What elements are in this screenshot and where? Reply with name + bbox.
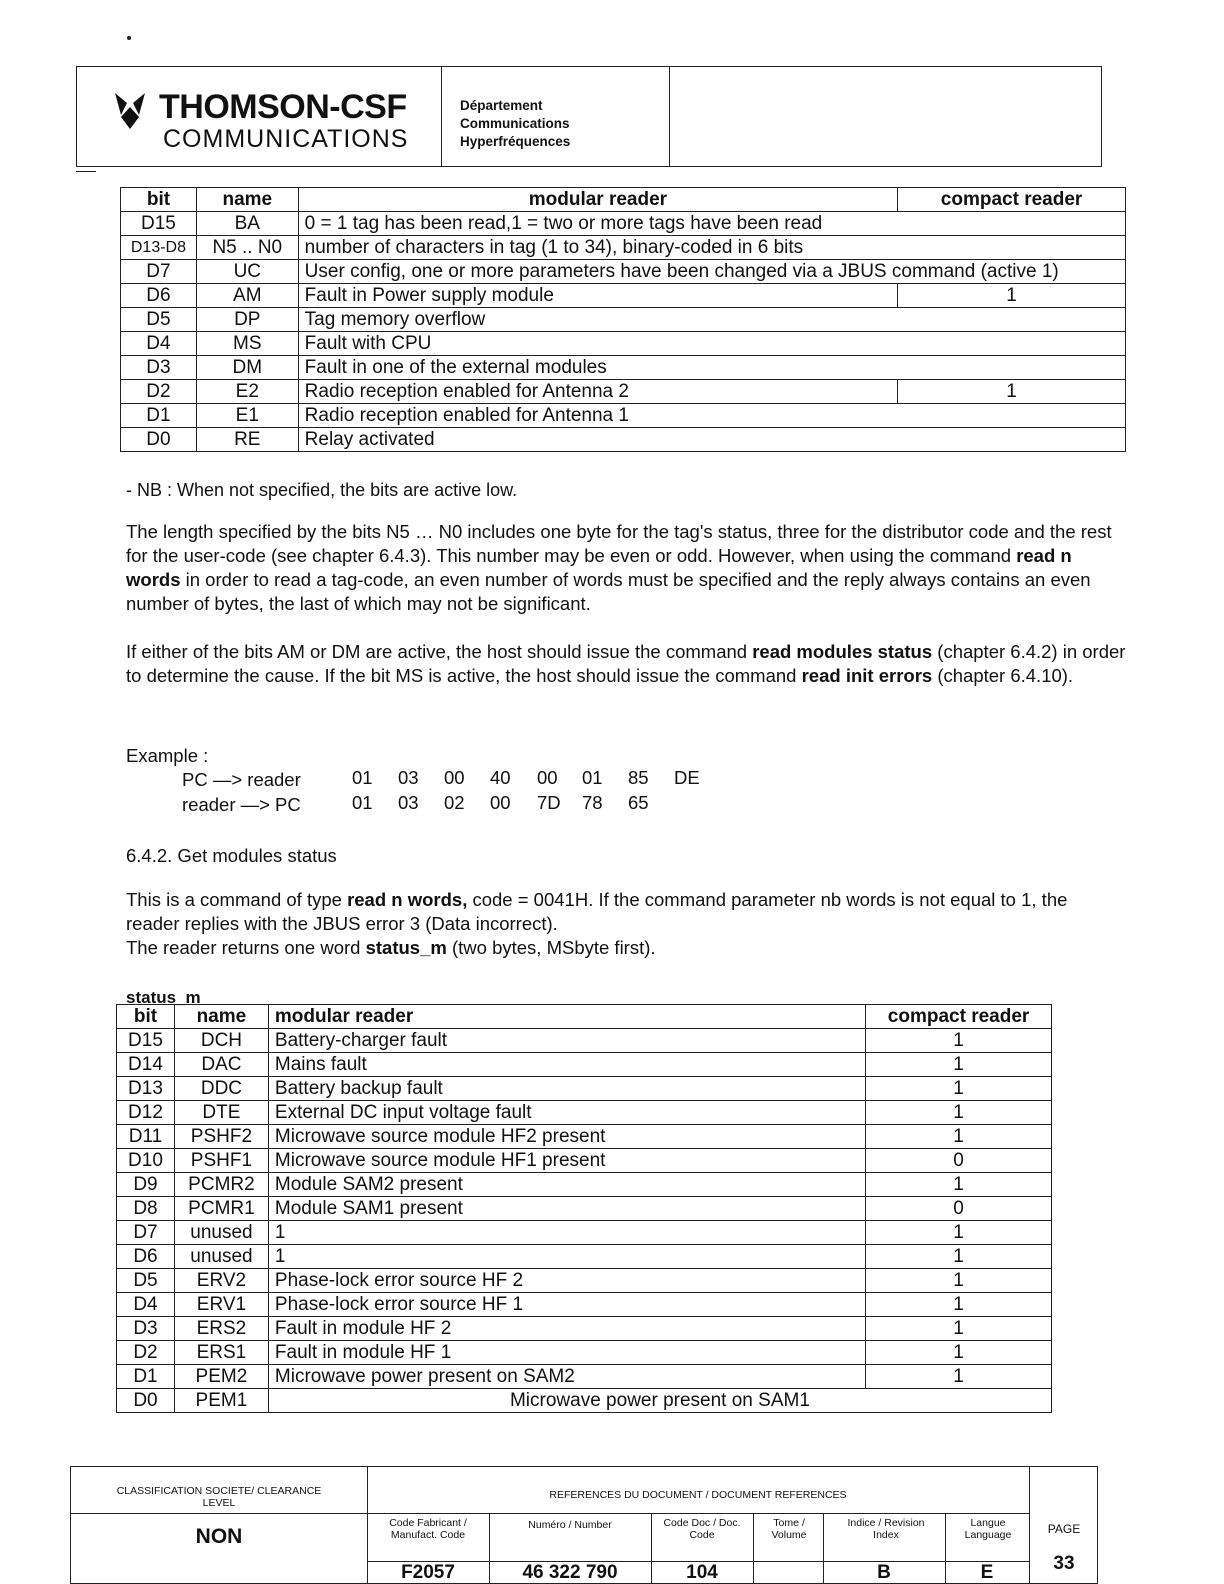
cell-desc: Microwave source module HF1 present	[268, 1149, 865, 1173]
cell-bit: D3	[117, 1317, 175, 1341]
document-footer	[70, 1466, 1098, 1584]
stray-dot	[127, 36, 131, 40]
modules-status-table	[116, 1004, 1052, 1413]
cell-name: ERS1	[174, 1341, 268, 1365]
cell-bit: D4	[121, 332, 197, 356]
table-row	[121, 284, 1126, 308]
company-name: THOMSON-CSF	[159, 88, 407, 126]
cell-desc: Module SAM2 present	[268, 1173, 865, 1197]
cell-bit: D11	[117, 1125, 175, 1149]
cell-bit: D13-D8	[121, 236, 197, 260]
cell-name: AM	[196, 284, 298, 308]
col-manufact: Code Fabricant / Manufact. Code	[389, 1517, 467, 1541]
table-row	[117, 1173, 1052, 1197]
header-name: name	[196, 188, 298, 212]
col-volume: Tome / Volume	[771, 1517, 807, 1541]
cell-desc: Module SAM1 present	[268, 1197, 865, 1221]
cell-bit: D14	[117, 1053, 175, 1077]
cell-name: RE	[196, 428, 298, 452]
cell-desc: Microwave power present on SAM1	[268, 1389, 1051, 1413]
cell-name: DM	[196, 356, 298, 380]
cell-name: DCH	[174, 1029, 268, 1053]
header-modular: modular reader	[268, 1005, 865, 1029]
text-run: If either of the bits AM or DM are active, the host should issue the command	[126, 641, 753, 662]
text-run: in order to read a tag-code, an even number of words must be specified and the reply always contains an even number of bytes, the last of which may not be significant.	[126, 569, 1091, 614]
references-label: REFERENCES DU DOCUMENT / DOCUMENT REFERENCES	[549, 1489, 847, 1501]
cell-name: MS	[196, 332, 298, 356]
cell-desc: Fault in module HF 2	[268, 1317, 865, 1341]
cell-bit: D6	[117, 1245, 175, 1269]
cell-desc: Tag memory overflow	[298, 308, 1125, 332]
example-direction: PC —> reader	[182, 769, 301, 790]
example-byte: 78	[582, 792, 603, 813]
cell-compact: 1	[866, 1293, 1052, 1317]
cell-bit: D12	[117, 1101, 175, 1125]
table-row	[117, 1149, 1052, 1173]
col-language: Langue Language	[964, 1517, 1012, 1541]
department-line: Communications	[460, 116, 570, 131]
table-row	[121, 404, 1126, 428]
table-row	[121, 380, 1126, 404]
cell-name: DDC	[174, 1077, 268, 1101]
cell-desc: Microwave power present on SAM2	[268, 1365, 865, 1389]
table-row	[117, 1029, 1052, 1053]
example-byte: 03	[398, 792, 419, 813]
cell-name: PSHF1	[174, 1149, 268, 1173]
header-modular: modular reader	[298, 188, 897, 212]
table-row	[117, 1101, 1052, 1125]
table-row	[117, 1389, 1052, 1413]
cell-bit: D6	[121, 284, 197, 308]
cell-desc: Phase-lock error source HF 1	[268, 1293, 865, 1317]
example-byte: 03	[398, 767, 419, 788]
cell-bit: D5	[117, 1269, 175, 1293]
col-revision: Indice / Revision Index	[847, 1517, 925, 1541]
cell-desc: Microwave source module HF2 present	[268, 1125, 865, 1149]
cell-bit: D1	[117, 1365, 175, 1389]
section-heading: 6.4.2. Get modules status	[126, 845, 337, 866]
example-byte: 40	[490, 767, 511, 788]
cell-name: ERS2	[174, 1317, 268, 1341]
cell-bit: D4	[117, 1293, 175, 1317]
cell-compact: 1	[898, 284, 1126, 308]
command-name: read init errors	[801, 665, 933, 686]
table-row	[117, 1317, 1052, 1341]
text-run: (chapter 6.4.10).	[932, 665, 1074, 686]
val-language: E	[980, 1562, 994, 1583]
table-row	[121, 308, 1126, 332]
cell-bit: D9	[117, 1173, 175, 1197]
example-byte: 01	[582, 767, 603, 788]
cell-name: ERV1	[174, 1293, 268, 1317]
cell-desc: Mains fault	[268, 1053, 865, 1077]
cell-name: N5 .. N0	[196, 236, 298, 260]
cell-bit: D2	[117, 1341, 175, 1365]
example-byte: 85	[628, 767, 649, 788]
text-run: (chapter 6.4.2) in order to determine the cause. If the bit MS is active, the host should issue the command	[126, 641, 1126, 686]
paragraph-returns	[126, 936, 1126, 960]
example-direction: reader —> PC	[182, 794, 301, 815]
document-header	[76, 66, 1102, 167]
cell-desc: Battery backup fault	[268, 1077, 865, 1101]
table-row	[117, 1125, 1052, 1149]
table-header-row	[117, 1005, 1052, 1029]
table-row	[117, 1269, 1052, 1293]
cell-desc: Radio reception enabled for Antenna 1	[298, 404, 1125, 428]
text-run: code = 0041H. If the command parameter nb words is not equal to 1, the reader replies with the JBUS error 3 (Data incorrect).	[126, 889, 1068, 934]
example-byte: 01	[352, 792, 373, 813]
col-doccode: Code Doc / Doc. Code	[663, 1517, 741, 1541]
classification-label: CLASSIFICATION SOCIETE/ CLEARANCE LEVEL	[116, 1485, 322, 1509]
table-row	[117, 1221, 1052, 1245]
example-label: Example :	[126, 745, 209, 766]
nb-note: - NB : When not specified, the bits are active low.	[126, 480, 518, 500]
department-block	[442, 67, 670, 166]
text-run: This is a command of type	[126, 889, 348, 910]
cell-desc: 1	[268, 1245, 865, 1269]
cell-compact: 1	[866, 1221, 1052, 1245]
cell-name: PSHF2	[174, 1125, 268, 1149]
cell-name: DP	[196, 308, 298, 332]
table-row	[121, 332, 1126, 356]
cell-desc: Phase-lock error source HF 2	[268, 1269, 865, 1293]
paragraph-command	[126, 888, 1126, 936]
table-row	[121, 356, 1126, 380]
table-header-row	[121, 188, 1126, 212]
cell-compact: 1	[898, 380, 1126, 404]
cell-name: PCMR1	[174, 1197, 268, 1221]
cell-name: BA	[196, 212, 298, 236]
paragraph-faults	[126, 640, 1126, 688]
cell-desc: User config, one or more parameters have been changed via a JBUS command (active 1)	[298, 260, 1125, 284]
cell-name: PEM1	[174, 1389, 268, 1413]
cell-name: DTE	[174, 1101, 268, 1125]
logo-block	[77, 67, 442, 166]
example-byte: 7D	[537, 792, 561, 813]
cell-desc: number of characters in tag (1 to 34), binary-coded in 6 bits	[298, 236, 1125, 260]
table-row	[121, 212, 1126, 236]
cell-compact: 0	[866, 1149, 1052, 1173]
division-name: COMMUNICATIONS	[163, 125, 409, 153]
example-byte: DE	[674, 767, 700, 788]
table-row	[117, 1365, 1052, 1389]
cell-bit: D2	[121, 380, 197, 404]
table-row	[117, 1197, 1052, 1221]
cell-bit: D3	[121, 356, 197, 380]
command-name: read modules status	[752, 641, 933, 662]
cell-compact: 1	[866, 1365, 1052, 1389]
cell-name: PEM2	[174, 1365, 268, 1389]
department-line: Département	[460, 98, 543, 113]
example-byte: 00	[490, 792, 511, 813]
cell-name: UC	[196, 260, 298, 284]
thomson-logo-icon	[111, 89, 149, 133]
cell-name: ERV2	[174, 1269, 268, 1293]
cell-desc: Fault in module HF 1	[268, 1341, 865, 1365]
table-caption: status_m	[126, 988, 201, 1007]
page-label: PAGE	[1047, 1522, 1081, 1536]
cell-compact: 1	[866, 1125, 1052, 1149]
cell-bit: D15	[117, 1029, 175, 1053]
table-row	[117, 1293, 1052, 1317]
header-bit: bit	[117, 1005, 175, 1029]
cell-name: DAC	[174, 1053, 268, 1077]
header-bit: bit	[121, 188, 197, 212]
header-compact: compact reader	[898, 188, 1126, 212]
val-doccode: 104	[686, 1562, 718, 1583]
cell-bit: D7	[121, 260, 197, 284]
cell-compact: 0	[866, 1197, 1052, 1221]
cell-desc: 0 = 1 tag has been read,1 = two or more tags have been read	[298, 212, 1125, 236]
cell-desc: Fault in one of the external modules	[298, 356, 1125, 380]
cell-bit: D1	[121, 404, 197, 428]
tag-status-table	[120, 187, 1126, 452]
table-row	[117, 1053, 1052, 1077]
header-compact: compact reader	[866, 1005, 1052, 1029]
cell-name: unused	[174, 1221, 268, 1245]
table-row	[117, 1077, 1052, 1101]
cell-desc: Radio reception enabled for Antenna 2	[298, 380, 897, 404]
cell-compact: 1	[866, 1053, 1052, 1077]
col-number: Numéro / Number	[528, 1519, 612, 1531]
command-name: read n words	[126, 545, 1072, 590]
command-name: read n words,	[347, 889, 468, 910]
cell-compact: 1	[866, 1077, 1052, 1101]
paragraph-length	[126, 520, 1126, 616]
example-byte: 00	[537, 767, 558, 788]
cell-compact: 1	[866, 1341, 1052, 1365]
cell-desc: Battery-charger fault	[268, 1029, 865, 1053]
cell-bit: D0	[121, 428, 197, 452]
cell-desc: 1	[268, 1221, 865, 1245]
cell-compact: 1	[866, 1029, 1052, 1053]
val-number: 46 322 790	[522, 1562, 618, 1583]
cell-compact: 1	[866, 1245, 1052, 1269]
cell-compact: 1	[866, 1173, 1052, 1197]
cell-bit: D10	[117, 1149, 175, 1173]
example-byte: 02	[444, 792, 465, 813]
cell-desc: Relay activated	[298, 428, 1125, 452]
cell-desc: Fault with CPU	[298, 332, 1125, 356]
cell-desc: Fault in Power supply module	[298, 284, 897, 308]
table-row	[121, 260, 1126, 284]
example-byte: 01	[352, 767, 373, 788]
cell-compact: 1	[866, 1269, 1052, 1293]
cell-desc: External DC input voltage fault	[268, 1101, 865, 1125]
classification-value: NON	[195, 1525, 243, 1548]
example-byte: 00	[444, 767, 465, 788]
cell-name: E2	[196, 380, 298, 404]
text-run: The length specified by the bits N5 … N0 includes one byte for the tag's status, three for the distributor code and the rest for the user-code (see chapter 6.4.3). This number may be even or odd. However, when using the command	[126, 521, 1112, 566]
table-row	[117, 1245, 1052, 1269]
header-rule	[76, 171, 96, 172]
word-name: status_m	[365, 937, 447, 958]
val-manufact: F2057	[401, 1562, 455, 1583]
table-row	[121, 428, 1126, 452]
cell-compact: 1	[866, 1317, 1052, 1341]
cell-bit: D7	[117, 1221, 175, 1245]
table-row	[121, 236, 1126, 260]
table-row	[117, 1341, 1052, 1365]
cell-name: E1	[196, 404, 298, 428]
cell-bit: D5	[121, 308, 197, 332]
header-name: name	[174, 1005, 268, 1029]
cell-bit: D8	[117, 1197, 175, 1221]
department-line: Hyperfréquences	[460, 134, 571, 149]
val-page: 33	[1053, 1553, 1075, 1574]
cell-name: unused	[174, 1245, 268, 1269]
cell-bit: D0	[117, 1389, 175, 1413]
cell-bit: D15	[121, 212, 197, 236]
example-byte: 65	[628, 792, 649, 813]
cell-name: PCMR2	[174, 1173, 268, 1197]
cell-compact: 1	[866, 1101, 1052, 1125]
text-run: The reader returns one word	[126, 937, 366, 958]
text-run: (two bytes, MSbyte first).	[446, 937, 656, 958]
val-revision: B	[877, 1562, 891, 1583]
cell-bit: D13	[117, 1077, 175, 1101]
